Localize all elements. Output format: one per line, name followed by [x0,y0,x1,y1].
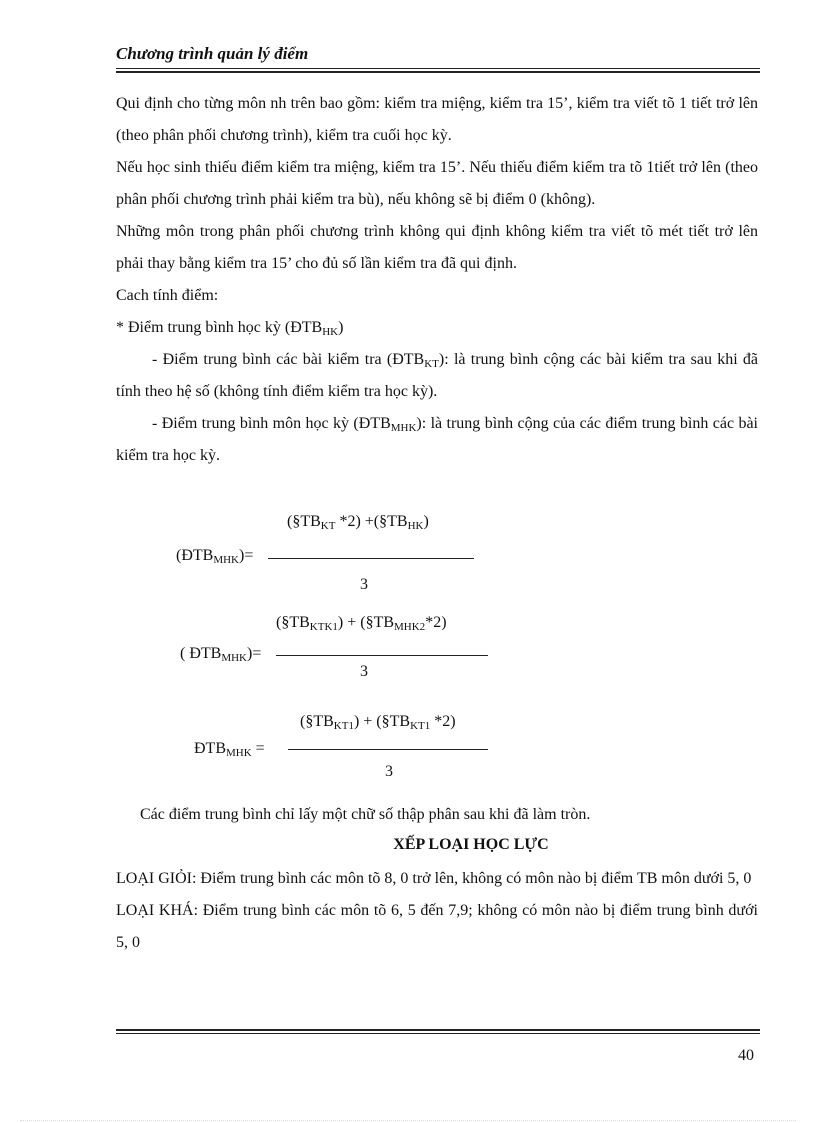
formula-3-denominator: 3 [385,763,393,780]
formula-1-denominator: 3 [360,576,368,593]
header-rule-top [116,68,760,69]
paragraph-substitution: Những môn trong phân phối chương trình không qui định không kiểm tra viết tõ mét tiết trở lên phải thay bằng kiểm tra 15’ cho đủ số lần kiểm tra đã qui định. [116,223,758,272]
page-edge [20,1120,796,1121]
body-section-2 [116,863,758,959]
header-rule-bottom [116,71,760,73]
body-section-1 [116,88,758,472]
formula-2-lhs: ( $ĐTB_{MHK})=$ [180,645,262,664]
formula-1-numerator: ($\S TB_{KT}$ $*2) +(\S TB_{HK})$ [287,513,429,532]
footer-rule-top [116,1029,760,1031]
paragraph-semester-avg: * Điểm trung bình học kỳ $(ĐTB_{HK})$ [116,319,344,338]
rounding-note-block [116,799,758,831]
paragraph-rules: Qui định cho từng môn nh trên bao gồm: kiểm tra miệng, kiểm tra 15’, kiểm tra viết tõ 1 tiết trở lên (theo phân phối chương trình), kiểm tra cuối học kỳ. [116,95,758,144]
formula-2-fraction-bar [276,655,488,656]
paragraph-missing-scores: Nếu học sinh thiếu điểm kiểm tra miệng, kiểm tra 15’. Nếu thiếu điểm kiểm tra tõ 1tiết trở lên (theo phân phối chương trình phải kiểm tra bù), nếu không sẽ bị điểm 0 (không). [116,159,758,208]
paragraph-loai-gioi: LOẠI GIỎI: Điểm trung bình các môn tõ 8, 0 trở lên, không có môn nào bị điểm TB môn dưới 5, 0 [116,870,752,887]
paragraph-test-avg: - Điểm trung bình các bài kiểm tra $(ĐTB_{KT})$: là trung bình cộng các bài kiểm tra sau khi đã tính theo hệ số (không tính điểm kiểm tra học kỳ). [116,351,759,400]
formula-1-lhs: $(ĐTB_{MHK})=$ [176,547,254,566]
formula-2-numerator: $(\S TB_{KTK1})$ + $(\S TB_{MHK2}*2)$ [276,614,447,633]
footer-rule-bottom [116,1033,760,1034]
formula-3-lhs: $ĐTB_{MHK}$ = [194,740,265,759]
rounding-note: Các điểm trung bình chỉ lấy một chữ số thập phân sau khi đã làm tròn. [140,806,591,823]
formula-2-denominator: 3 [360,663,368,680]
paragraph-loai-kha: LOẠI KHÁ: Điểm trung bình các môn tõ 6, 5 đến 7,9; không có môn nào bị điểm trung bình dưới 5, 0 [116,902,758,951]
page-number: 40 [738,1047,754,1064]
paragraph-subject-avg: - Điểm trung bình môn học kỳ $(ĐTB_{MHK})$: là trung bình cộng của các điểm trung bình các bài kiểm tra học kỳ. [116,415,758,464]
section-heading: XẾP LOẠI HỌC LỰC [393,836,549,853]
paragraph-calc-heading: Cach tính điểm: [116,287,219,304]
formula-3-numerator: $(\S TB_{KT1})$ + ($\S TB_{KT1}$ *2) [300,713,456,732]
formula-1-fraction-bar [268,558,474,559]
header-title: Chương trình quản lý điểm [116,44,309,63]
formula-3-fraction-bar [288,749,488,750]
